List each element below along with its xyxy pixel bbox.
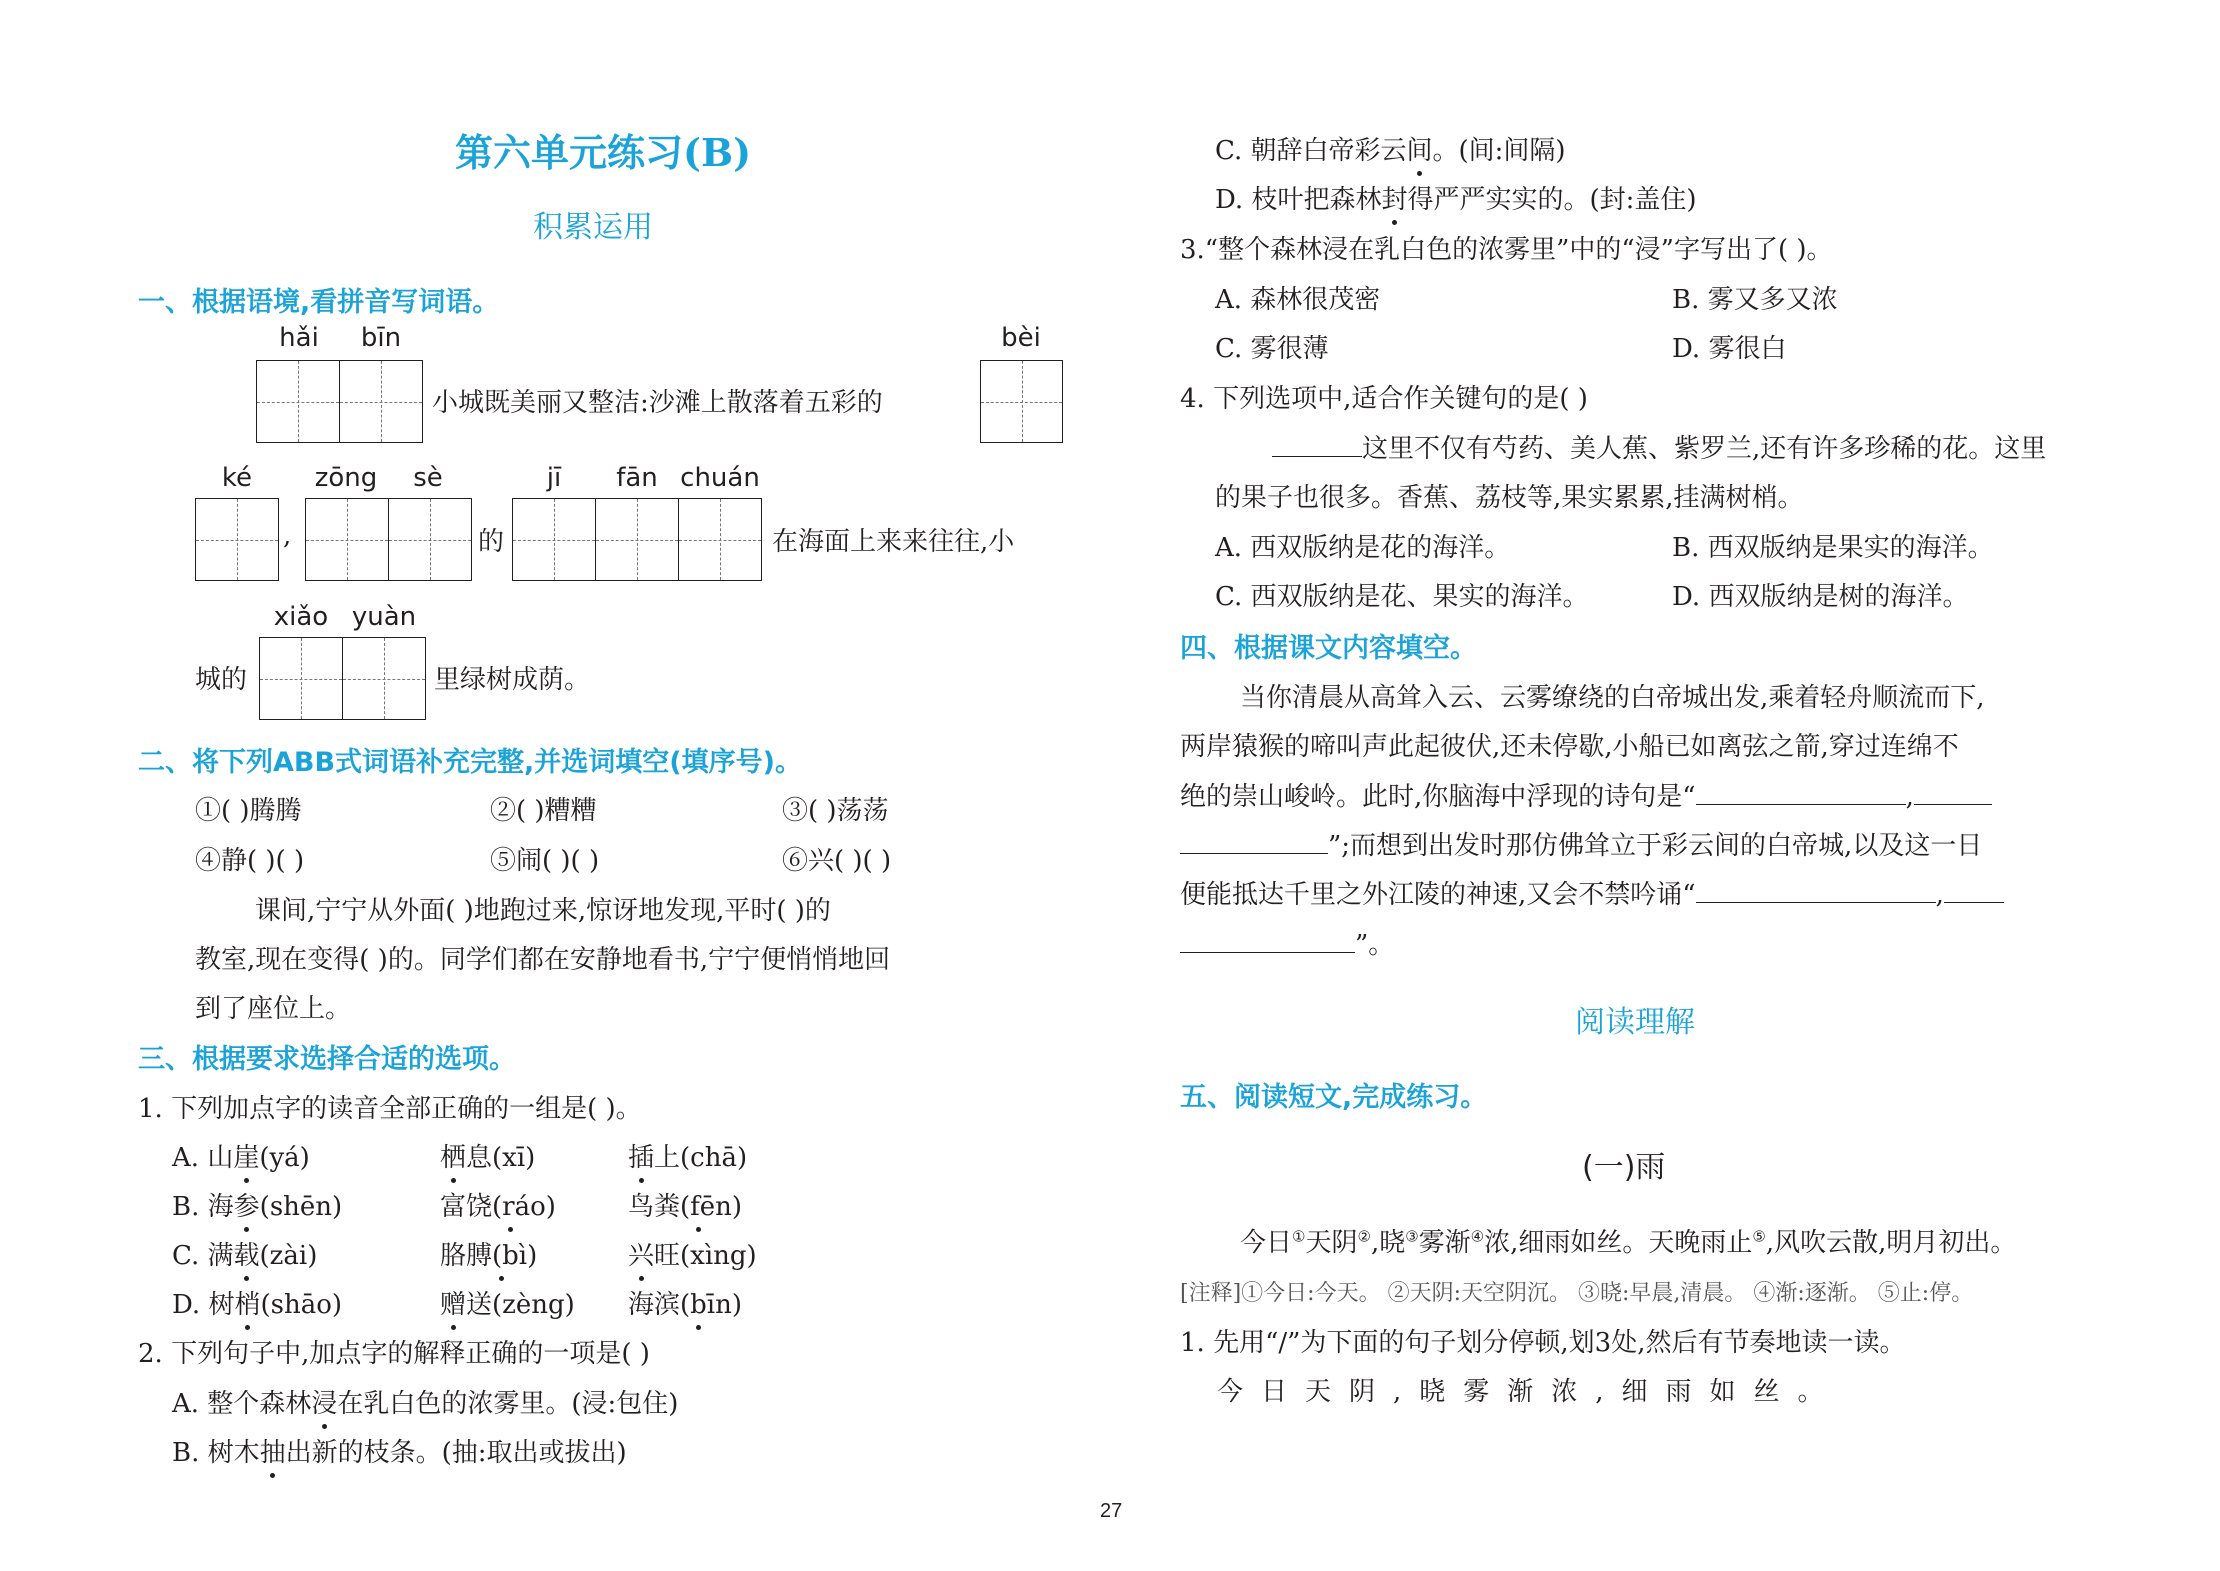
option: C. 西双版纳是花、果实的海洋。	[1215, 582, 1589, 612]
dotted-char: 参	[234, 1186, 260, 1223]
context-text: 城的	[195, 665, 248, 695]
pinyin: xiǎo	[273, 602, 329, 632]
answer-box[interactable]	[305, 498, 389, 581]
pinyin: bīn	[360, 323, 402, 353]
dotted-char: 载	[234, 1235, 260, 1272]
paragraph-line: 两岸猿猴的啼叫声此起彼伏,还未停歇,小船已如离弦之箭,穿过连绵不	[1180, 732, 1959, 762]
answer-box[interactable]	[339, 360, 423, 443]
dotted-char: 崖	[233, 1137, 259, 1174]
option-row: C. 朝辞白帝彩云间。(间:间隔)	[1215, 130, 1566, 167]
answer-box[interactable]	[980, 360, 1063, 443]
section-5-heading: 五、阅读短文,完成练习。	[1180, 1082, 1488, 1113]
abb-item: ④静( )( )	[195, 846, 305, 876]
page-number: 27	[1100, 1500, 1123, 1522]
fill-blank[interactable]	[1696, 901, 1936, 903]
option-row: D. 树梢(shāo)	[172, 1284, 342, 1321]
question-1: 1. 先用“/”为下面的句子划分停顿,划3处,然后有节奏地读一读。	[1180, 1328, 1906, 1358]
pinyin: chuán	[680, 463, 760, 493]
dotted-char: 间	[1407, 130, 1433, 167]
question-3: 3.“整个森林浸在乳白色的浓雾里”中的“浸”字写出了( )。	[1180, 235, 1833, 265]
answer-box[interactable]	[678, 498, 762, 581]
question-4: 4. 下列选项中,适合作关键句的是( )	[1180, 384, 1588, 414]
fill-blank[interactable]	[1180, 951, 1355, 953]
fill-blank[interactable]	[1914, 803, 1992, 805]
section-2-heading: 二、将下列ABB式词语补充完整,并选词填空(填序号)。	[138, 747, 802, 778]
dotted-char: 抽	[260, 1432, 286, 1469]
answer-box[interactable]	[388, 498, 472, 581]
pinyin: zōng	[314, 463, 378, 493]
fill-blank[interactable]	[1272, 455, 1362, 457]
fill-blank[interactable]	[1696, 803, 1906, 805]
pinyin: sè	[413, 463, 443, 493]
passage-line: 的果子也很多。香蕉、荔枝等,果实累累,挂满树梢。	[1215, 483, 1804, 513]
paragraph-line: 教室,现在变得( )的。同学们都在安静地看书,宁宁便悄悄地回	[195, 945, 891, 975]
dotted-char: 饶(ráo)	[466, 1186, 556, 1223]
paragraph-line: 便能抵达千里之外江陵的神速,又会不禁吟诵“ ,	[1180, 874, 2004, 911]
pinyin: fān	[616, 463, 658, 493]
spaced-sentence: 今日天阴,晓雾渐浓,细雨如丝。	[1217, 1377, 1842, 1407]
comma: ,	[283, 521, 292, 551]
option: D. 西双版纳是树的海洋。	[1672, 582, 1969, 612]
option: D. 雾很白	[1672, 334, 1787, 364]
answer-box[interactable]	[595, 498, 679, 581]
answer-box[interactable]	[259, 637, 343, 720]
paragraph-line: 到了座位上。	[195, 994, 352, 1024]
dotted-char: 粪(fēn)	[654, 1186, 742, 1223]
option: A. 森林很茂密	[1215, 285, 1381, 315]
option-row: B. 海参(shēn)	[172, 1186, 342, 1223]
option-word: 插上(chā)	[628, 1137, 747, 1174]
context-text: 在海面上来来往往,小	[772, 527, 1015, 557]
option-row: D. 枝叶把森林封得严严实实的。(封:盖住)	[1215, 179, 1697, 216]
answer-box[interactable]	[195, 498, 279, 581]
option: B. 雾又多又浓	[1672, 285, 1838, 315]
section-subtitle-accumulation: 积累运用	[533, 210, 653, 245]
paragraph-line: 绝的崇山峻岭。此时,你脑海中浮现的诗句是“ ,	[1180, 776, 1992, 813]
dotted-char: 封	[1381, 179, 1407, 216]
paragraph-line: ”;而想到出发时那仿佛耸立于彩云间的白帝城,以及这一日	[1180, 825, 1982, 862]
paragraph-line: 课间,宁宁从外面( )地跑过来,惊讶地发现,平时( )的	[255, 896, 831, 926]
option-word: 鸟粪(fēn)	[628, 1186, 742, 1223]
paragraph-line: ”。	[1180, 924, 1394, 961]
abb-item: ⑤闹( )( )	[490, 846, 600, 876]
pinyin: jī	[546, 463, 562, 493]
option-word: 兴旺(xìng)	[628, 1235, 757, 1272]
option: C. 雾很薄	[1215, 334, 1329, 364]
option-word: 海滨(bīn)	[628, 1284, 742, 1321]
dotted-char: 赠	[440, 1284, 466, 1321]
paragraph-line: 当你清晨从高耸入云、云雾缭绕的白帝城出发,乘着轻舟顺流而下,	[1240, 683, 1985, 713]
option-row: C. 满载(zài)	[172, 1235, 317, 1272]
option: B. 西双版纳是果实的海洋。	[1672, 533, 1994, 563]
dotted-char: 插	[628, 1137, 654, 1174]
dotted-char: 栖	[440, 1137, 466, 1174]
option-word: 赠送(zèng)	[440, 1284, 575, 1321]
fill-blank[interactable]	[1180, 852, 1328, 854]
section-3-heading: 三、根据要求选择合适的选项。	[138, 1044, 516, 1075]
section-subtitle-reading: 阅读理解	[1575, 1005, 1695, 1040]
dotted-char: 兴	[628, 1235, 654, 1272]
option-word: 栖息(xī)	[440, 1137, 535, 1174]
section-4-heading: 四、根据课文内容填空。	[1180, 633, 1477, 664]
question-2: 2. 下列句子中,加点字的解释正确的一项是( )	[138, 1339, 650, 1369]
fill-blank[interactable]	[1944, 901, 2004, 903]
answer-box[interactable]	[256, 360, 340, 443]
abb-item: ⑥兴( )( )	[782, 846, 892, 876]
answer-box[interactable]	[512, 498, 596, 581]
context-text: 小城既美丽又整洁:沙滩上散落着五彩的	[432, 388, 883, 418]
option-word: 胳膊(bì)	[440, 1235, 537, 1272]
passage-line: 这里不仅有芍药、美人蕉、紫罗兰,还有许多珍稀的花。这里	[1272, 428, 2046, 465]
context-text: 的	[478, 527, 505, 557]
dotted-char: 浸	[311, 1383, 337, 1420]
abb-item: ③( )荡荡	[782, 796, 889, 826]
pinyin: yuàn	[351, 602, 417, 632]
option-word: 富饶(ráo)	[440, 1186, 556, 1223]
question-1: 1. 下列加点字的读音全部正确的一组是( )。	[138, 1094, 642, 1124]
abb-item: ②( )糟糟	[490, 796, 597, 826]
annotation-notes: [注释]①今日:今天。 ②天阴:天空阴沉。 ③晓:早晨,清晨。 ④渐:逐渐。 ⑤止:停。	[1180, 1281, 1974, 1306]
dotted-char: 膊(bì)	[466, 1235, 537, 1272]
context-text: 里绿树成荫。	[434, 665, 591, 695]
pinyin: bèi	[1001, 323, 1041, 353]
article-text: 今日①天阴②,晓③雾渐④浓,细雨如丝。天晚雨止⑤,风吹云散,明月初出。	[1240, 1227, 2017, 1258]
section-1-heading: 一、根据语境,看拼音写词语。	[138, 287, 500, 318]
page-title: 第六单元练习(B)	[455, 130, 752, 175]
abb-item: ①( )腾腾	[195, 796, 302, 826]
pinyin: hǎi	[279, 323, 319, 353]
dotted-char: 梢	[234, 1284, 260, 1321]
pinyin: ké	[221, 463, 253, 493]
option-row: A. 山崖(yá)	[172, 1137, 310, 1174]
option-row: B. 树木抽出新的枝条。(抽:取出或拔出)	[172, 1432, 627, 1469]
answer-box[interactable]	[342, 637, 426, 720]
dotted-char: 滨(bīn)	[654, 1284, 742, 1321]
option-row: A. 整个森林浸在乳白色的浓雾里。(浸:包住)	[172, 1383, 678, 1420]
article-title: (一)雨	[1582, 1150, 1666, 1185]
option: A. 西双版纳是花的海洋。	[1215, 533, 1511, 563]
